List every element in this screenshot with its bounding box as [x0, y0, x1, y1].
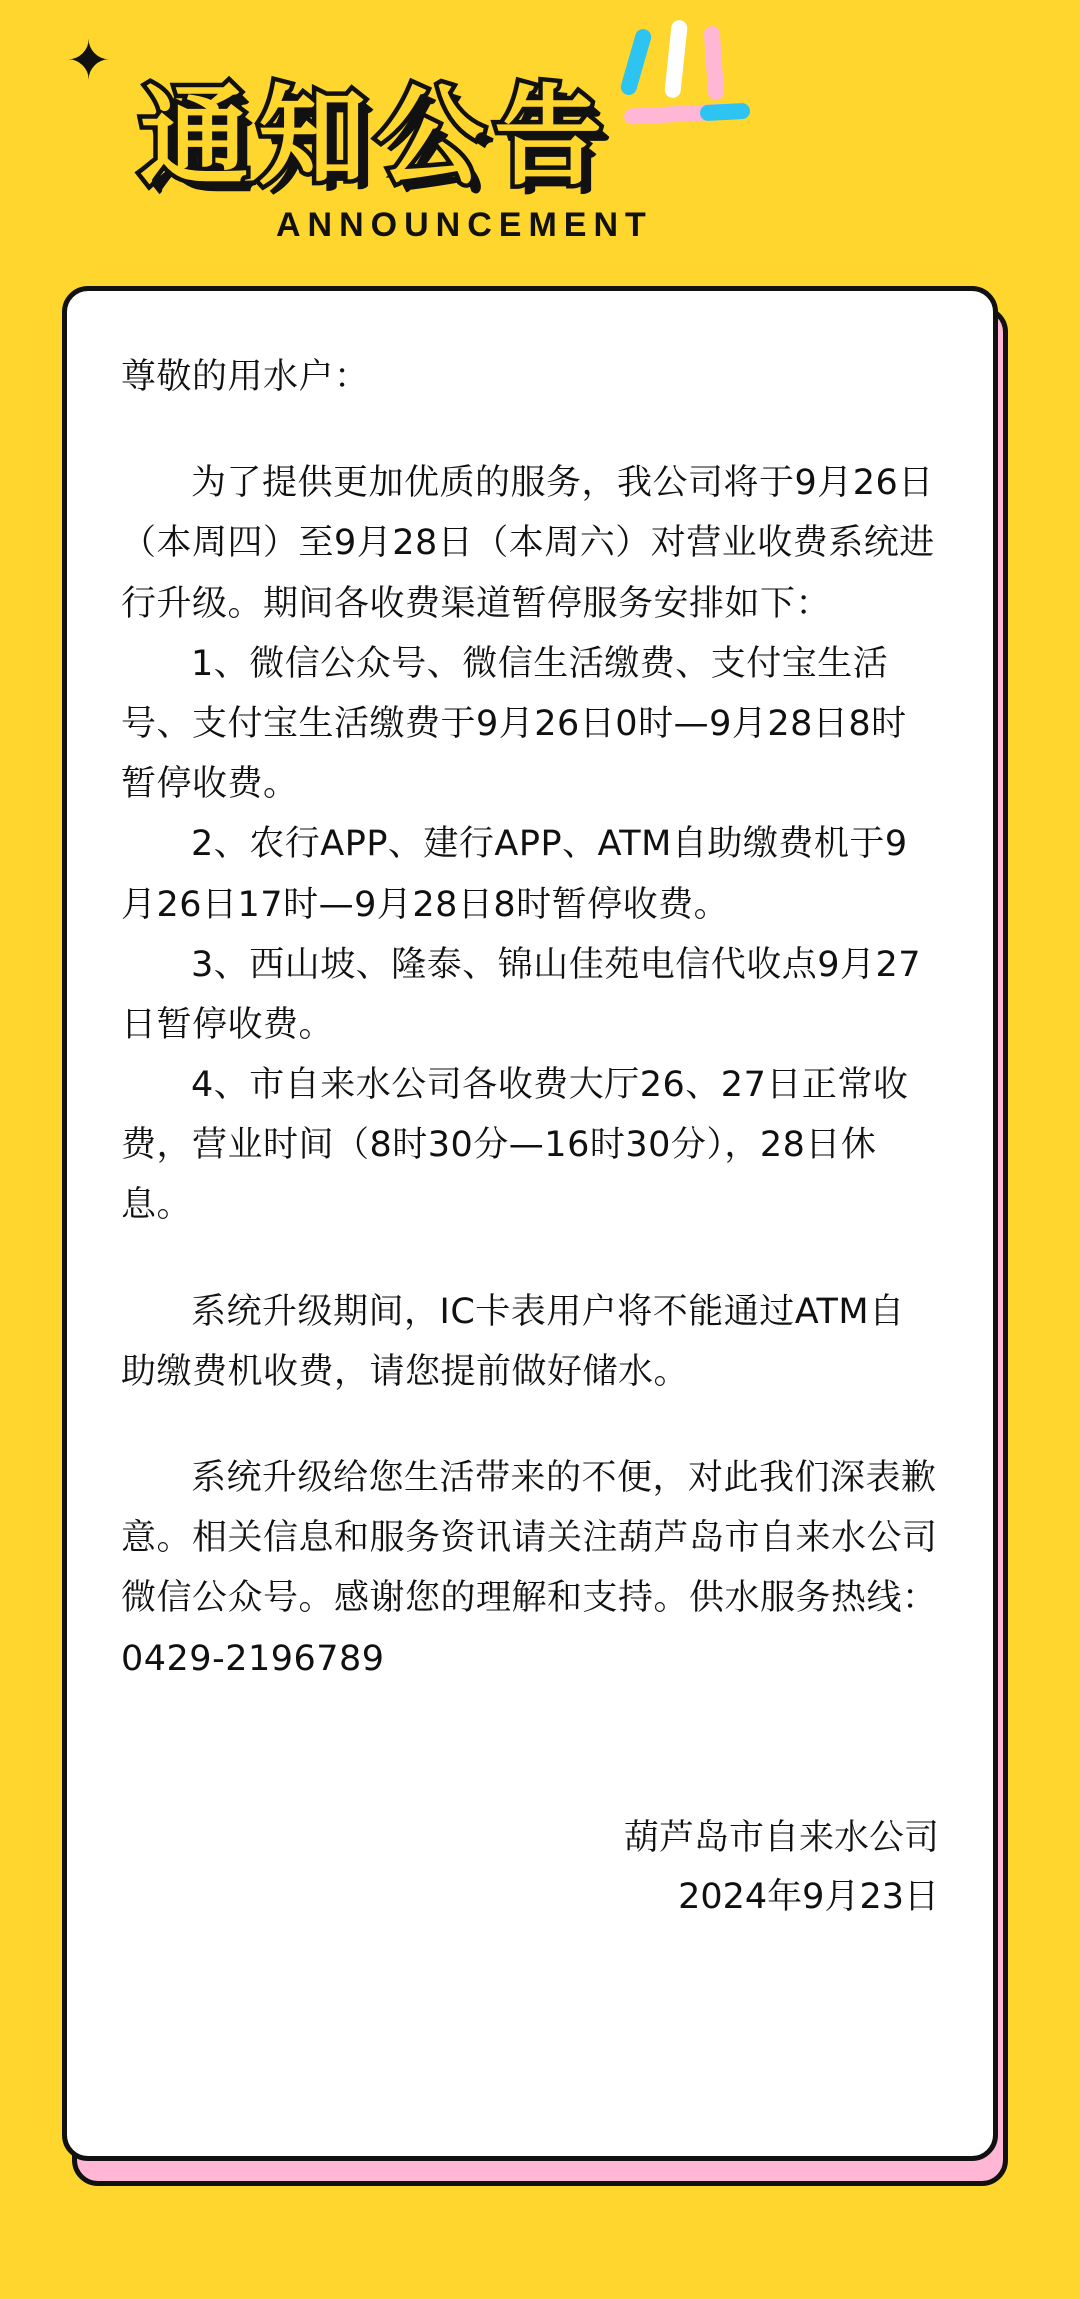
- spacer: [121, 1402, 939, 1448]
- page-title: 通知公告: [140, 75, 613, 200]
- notice-note: 系统升级期间，IC卡表用户将不能通过ATM自助缴费机收费，请您提前做好储水。: [121, 1291, 905, 1392]
- notice-item-1: 1、微信公众号、微信生活缴费、支付宝生活号、支付宝生活缴费于9月26日0时—9月28日8时暂停收费。: [121, 643, 907, 805]
- confetti-stripe-white: [664, 19, 688, 98]
- notice-salutation: 尊敬的用水户：: [121, 357, 370, 397]
- spacer: [121, 1236, 939, 1282]
- sparkle-icon: ✦: [66, 31, 112, 91]
- signature-date: 2024年9月23日: [678, 1877, 939, 1918]
- announcement-header: [0, 0, 1080, 290]
- spacer: [121, 407, 939, 453]
- page-subtitle: ANNOUNCEMENT: [276, 206, 653, 244]
- notice-apology: 系统升级给您生活带来的不便，对此我们深表歉意。相关信息和服务资讯请关注葫芦岛市自来水公司微信公众号。感谢您的理解和支持。供水服务热线：0429-2196789: [121, 1458, 938, 1679]
- notice-item-4: 4、市自来水公司各收费大厅26、27日正常收费，营业时间（8时30分—16时30分），28日休息。: [121, 1065, 909, 1226]
- notice-card-wrapper: [62, 286, 1018, 2191]
- notice-body: [121, 347, 939, 1689]
- notice-item-3: 3、西山坡、隆泰、锦山佳苑电信代收点9月27日暂停收费。: [121, 944, 922, 1045]
- signature-organization: 葫芦岛市自来水公司: [623, 1817, 939, 1858]
- notice-card: [62, 286, 998, 2161]
- notice-intro: 为了提供更加优质的服务，我公司将于9月26日（本周四）至9月28日（本周六）对营业收费系统进行升级。期间各收费渠道暂停服务安排如下：: [121, 463, 935, 624]
- confetti-stripe-pink: [703, 26, 724, 101]
- notice-signature: [121, 1809, 939, 1928]
- notice-item-2: 2、农行APP、建行APP、ATM自助缴费机于9月26日17时—9月28日8时暂停收费。: [121, 824, 908, 925]
- confetti-bar-blue: [700, 103, 751, 122]
- confetti-stripe-blue: [619, 27, 653, 97]
